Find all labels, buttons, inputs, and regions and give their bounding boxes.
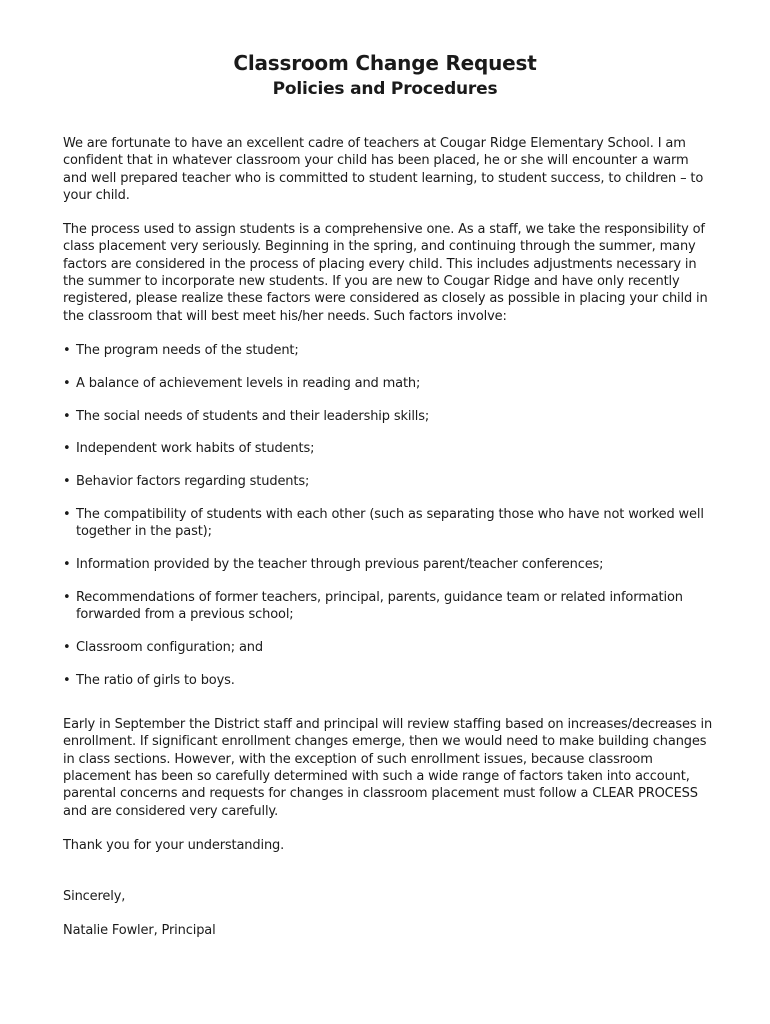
list-item: • The compatibility of students with each other (such as separating those who have not worked well together in the past); — [63, 506, 713, 541]
page-subtitle: Policies and Procedures — [272, 79, 498, 99]
list-item: • The program needs of the student; — [63, 342, 713, 359]
page-title: Classroom Change Request — [233, 51, 537, 75]
intro-paragraph: We are fortunate to have an excellent cadre of teachers at Cougar Ridge Elementary School. I am confident that in whatever classroom your child has been placed, he or she will encounter a warm and well prepared teacher who is committed to student learning, to student success, to children – to your child. — [63, 136, 704, 203]
list-item: • A balance of achievement levels in reading and math; — [63, 375, 713, 392]
list-item: • Behavior factors regarding students; — [63, 473, 713, 490]
signature: Natalie Fowler, Principal — [63, 923, 216, 939]
factors-list — [63, 342, 713, 689]
closing-salutation: Sincerely, — [63, 889, 126, 905]
list-item: • Recommendations of former teachers, principal, parents, guidance team or related information forwarded from a previous school; — [63, 589, 713, 624]
list-item: • Independent work habits of students; — [63, 440, 713, 457]
list-item: • Classroom configuration; and — [63, 639, 713, 656]
list-item: • The social needs of students and their leadership skills; — [63, 408, 713, 425]
process-paragraph: The process used to assign students is a comprehensive one. As a staff, we take the responsibility of class placement very seriously. Beginning in the spring, and continuing through the summer, many factors are considered in the process of placing every child. This includes adjustments necessary in the summer to incorporate new students. If you are new to Cougar Ridge and have only recently registered, please realize these factors were considered as closely as possible in placing your child in the classroom that will best meet his/her needs. Such factors involve: — [63, 222, 708, 324]
list-item: • Information provided by the teacher through previous parent/teacher conferences; — [63, 556, 713, 573]
list-item: • The ratio of girls to boys. — [63, 672, 713, 689]
thanks-paragraph: Thank you for your understanding. — [63, 837, 285, 853]
letter-body — [63, 135, 713, 940]
september-paragraph: Early in September the District staff and principal will review staffing based on increases/decreases in enrollment. If significant enrollment changes emerge, then we would need to make building changes in class sections. However, with the exception of such enrollment issues, because classroom placement has been so carefully determined with such a wide range of factors taken into account, parental concerns and requests for changes in classroom placement must follow a CLEAR PROCESS and are considered very carefully. — [63, 717, 713, 819]
